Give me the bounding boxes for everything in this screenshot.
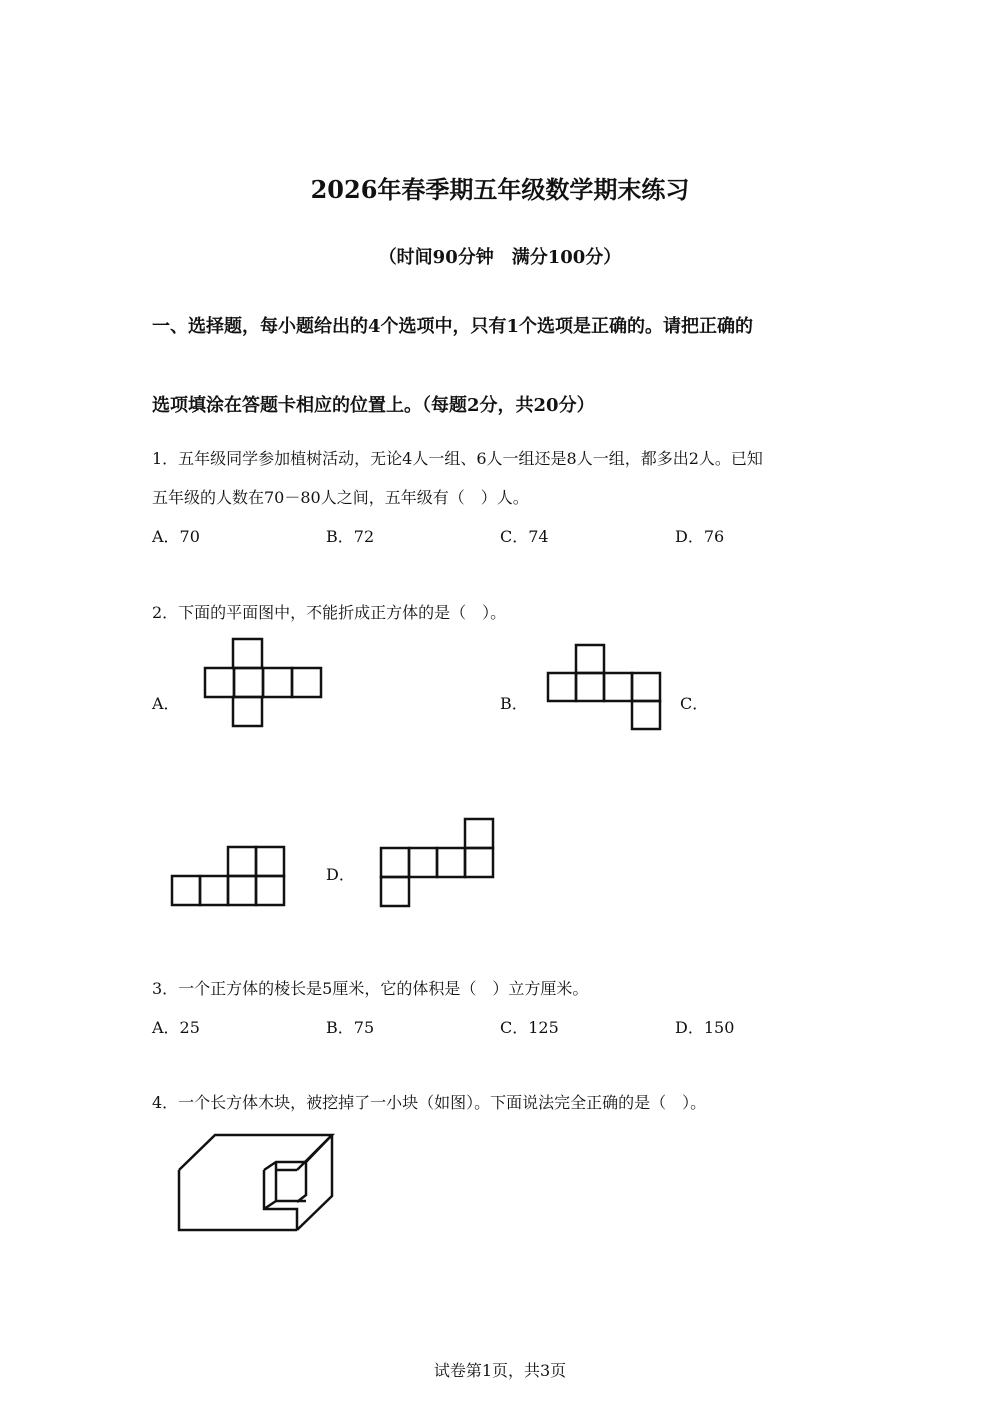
q2-net-b-figure bbox=[547, 644, 661, 732]
q2-label-d: D． bbox=[326, 865, 355, 884]
page-footer: 试卷第1页，共3页 bbox=[433, 1361, 567, 1380]
question-3-text: 3．一个正方体的棱长是5厘米，它的体积是（ ）立方厘米。 bbox=[152, 979, 589, 998]
exam-time-score: （时间90分钟 满分100分） bbox=[378, 247, 622, 268]
q4-cuboid-with-notch-figure bbox=[170, 1128, 340, 1236]
q3-option-d: D．150 bbox=[675, 1018, 735, 1037]
question-1-line2: 五年级的人数在70－80人之间，五年级有（ ）人。 bbox=[152, 488, 529, 507]
q2-net-a-figure bbox=[204, 638, 322, 730]
question-2-text: 2．下面的平面图中，不能折成正方体的是（ ）。 bbox=[152, 603, 507, 622]
q3-option-a: A．25 bbox=[152, 1018, 200, 1037]
q1-option-c: C．74 bbox=[500, 527, 549, 546]
q2-net-d-figure bbox=[378, 817, 496, 909]
q2-label-c: C． bbox=[680, 694, 709, 713]
q1-option-b: B．72 bbox=[326, 527, 375, 546]
q2-net-c-figure bbox=[170, 845, 288, 909]
page-title: 2026年春季期五年级数学期末练习 bbox=[310, 175, 690, 204]
q2-label-a: A． bbox=[152, 694, 180, 713]
q3-option-b: B．75 bbox=[326, 1018, 375, 1037]
question-4-text: 4．一个长方体木块，被挖掉了一小块（如图）。下面说法完全正确的是（ ）。 bbox=[152, 1093, 707, 1112]
section-1-instruction-line1: 一、选择题，每小题给出的4个选项中，只有1个选项是正确的。请把正确的 bbox=[152, 316, 754, 337]
q1-option-a: A．70 bbox=[152, 527, 200, 546]
question-1-line1: 1．五年级同学参加植树活动，无论4人一组、6人一组还是8人一组，都多出2人。已知 bbox=[152, 449, 763, 468]
section-1-instruction-line2: 选项填涂在答题卡相应的位置上。（每题2分，共20分） bbox=[152, 395, 595, 416]
q1-option-d: D．76 bbox=[675, 527, 725, 546]
q3-option-c: C．125 bbox=[500, 1018, 559, 1037]
q2-label-b: B． bbox=[500, 694, 528, 713]
